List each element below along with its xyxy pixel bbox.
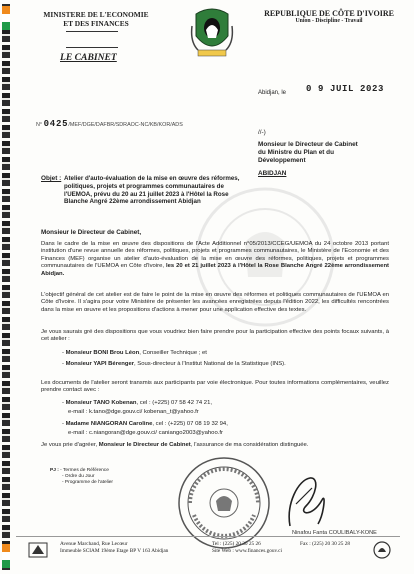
objet-label: Objet : xyxy=(41,175,62,182)
republic-name: REPUBLIQUE DE CÔTE D'IVOIRE xyxy=(264,9,394,18)
contact-2-tel: , cel : (+225) 07 08 19 32 94, xyxy=(152,421,228,427)
focal-1-role: , Conseiller Technique ; et xyxy=(139,350,207,356)
closing-paragraph xyxy=(41,442,389,449)
closing-part-a: Je vous prie d'agréer, xyxy=(41,442,98,448)
contact-2-email: e-mail : c.niangoran@dge.gouv.ci/ caniango2003@yahoo.fr xyxy=(68,430,223,436)
paragraph-1-bold: les 20 et 21 juillet 2023 à l'Hôtel la Rose Blanche Angré 22ème arrondissement Abidjan. xyxy=(41,263,390,277)
contact-1-name: Monsieur TANO Kobenan xyxy=(65,400,137,406)
place-label: Abidjan, le xyxy=(258,90,287,96)
flag-white-stripe-bottom xyxy=(2,552,10,560)
paragraph-3: Je vous saurais gré des dispositions que vous voudriez bien faire prendre pour la participation effective des points focaux suivants, à cet atelier : xyxy=(41,329,389,343)
annex-item-2: - Ordre du Jour xyxy=(62,474,95,479)
header-divider-2 xyxy=(66,47,118,48)
footer-divider xyxy=(16,536,400,537)
ministry-line-1: MINISTERE DE L'ECONOMIE xyxy=(43,10,149,19)
annex-item-3: - Programme de l'atelier xyxy=(62,480,114,485)
salutation: Monsieur le Directeur de Cabinet, xyxy=(41,229,142,236)
focal-2-name: Monsieur YAPI Bérenger xyxy=(65,361,135,367)
paragraph-1 xyxy=(41,241,389,278)
signature-icon xyxy=(282,474,330,532)
date-stamp: 0 9 JUIL 2023 xyxy=(306,84,385,94)
left-decorative-border xyxy=(2,4,10,570)
recipient-city: ABIDJAN xyxy=(258,170,287,177)
flag-green-stripe-bottom xyxy=(2,560,10,568)
ministry-name xyxy=(26,10,166,28)
footer-fax: Fax : (225) 20 30 25 28 xyxy=(300,541,351,547)
number-prefix: N° xyxy=(36,122,43,128)
focal-point-2: - Monsieur YAPI Bérenger, Sous-directeur à l'Institut National de la Statistique (INS). xyxy=(62,361,286,367)
footer-address xyxy=(60,541,168,555)
focal-point-1: - Monsieur BONI Brou Léon, Conseiller Technique ; et xyxy=(62,350,207,356)
signer-name: Ninafou Fanta COULIBALY-KONE xyxy=(292,530,377,536)
objet-text: Atelier d'auto-évaluation de la mise en œuvre des réformes, politiques, projets et programmes communautaires de l'UEMOA, prévu du 20 au 21 juillet 2023 à l'Hôtel la Rose Blanche Angré 22ème arrondissement Abidjan xyxy=(64,175,240,206)
recipient-line-3: Développement xyxy=(258,157,306,164)
flag-orange-stripe xyxy=(2,6,10,14)
cabinet-title: LE CABINET xyxy=(60,52,117,63)
recipient-mark: //-) xyxy=(258,129,266,136)
footer-address-line-2: Immeuble SCIAM 19ème Etage BP V 163 Abidjan xyxy=(60,548,169,554)
recipient-block xyxy=(258,141,408,165)
recipient-line-1: Monsieur le Directeur de Cabinet xyxy=(258,141,358,148)
header-divider xyxy=(66,31,118,32)
closing-part-c: , l'assurance de ma considération distinguée. xyxy=(190,442,309,448)
flag-orange-stripe-bottom xyxy=(2,544,10,552)
contact-2-name: Madame NIANGORAN Caroline xyxy=(65,421,153,427)
number-ref: /MEF/DGE/DAFBR/SDRAOC-NC/KB/KOR/ADS xyxy=(68,122,183,128)
contact-2: - Madame NIANGORAN Caroline, cel : (+225) 07 08 19 32 94, xyxy=(62,421,228,427)
flag-green-stripe xyxy=(2,22,10,30)
paragraph-4: Les documents de l'atelier seront transmis aux participants par voie électronique. Pour toutes informations complémentaires, veuillez prendre contact avec : xyxy=(41,380,389,394)
footer-site: Site Web : www.finances.gouv.ci xyxy=(212,548,282,554)
national-emblem-icon xyxy=(190,6,234,62)
footer-address-line-1: Avenue Marchand, Rue Lecœur xyxy=(60,541,128,547)
focal-2-role: , Sous-directeur à l'Institut National de la Statistique (INS). xyxy=(134,361,286,367)
ministry-line-2: ET DES FINANCES xyxy=(63,19,129,28)
focal-1-name: Monsieur BONI Brou Léon xyxy=(65,350,140,356)
flag-white-stripe xyxy=(2,14,10,22)
recipient-line-2: du Ministre du Plan et du xyxy=(258,149,334,156)
footer-tel: Tel : (225) 20 30 25 26 xyxy=(212,541,261,547)
paragraph-2: L'objectif général de cet atelier est de faire le point de la mise en œuvre des réformes et politiques communautaires de l'UEMOA en Côte d'Ivoire. Il s'agira pour votre Ministère de présenter les avancées enregistrées depuis l'édition 2022, les difficultés rencontrées dans la mise en œuvre et les propositions d'actions à mener pour une application effective des textes. xyxy=(41,292,389,313)
number-stamp: 0425 xyxy=(43,119,69,129)
closing-part-b: Monsieur le Directeur de Cabinet xyxy=(98,442,191,448)
annex-item-1: - Termes de Référence xyxy=(60,468,109,473)
contact-1-email: e-mail : k.tano@dge.gouv.ci/ kobenan_t@yahoo.fr xyxy=(68,409,199,415)
annex-list xyxy=(50,468,113,486)
paragraph-1-text: Dans le cadre de la mise en œuvre des dispositions de l'Acte Additionnel n°05/2013/CCEG/UEMOA du 24 octobre 2013 portant institution d'une revue annuelle des réformes, politiques, projets et programmes communautaires, le Ministère de l'Economie et des Finances (MEF) organise un atelier d'auto-évaluation de la mise en œuvre des réformes, politiques, projets et programmes communautaires de l'UEMOA en Côte d'Ivoire, xyxy=(41,241,389,270)
ministry-logo-icon xyxy=(28,540,48,560)
republic-motto: Union - Discipline - Travail xyxy=(295,18,363,24)
footer-emblem-icon xyxy=(370,540,394,560)
reference-number xyxy=(36,119,183,129)
contact-1-tel: , cel : (+225) 07 58 42 74 21, xyxy=(136,400,213,406)
annex-label: PJ : xyxy=(50,468,59,473)
contact-1: - Monsieur TANO Kobenan, cel : (+225) 07 58 42 74 21, xyxy=(62,400,213,406)
footer-contacts xyxy=(212,541,282,555)
